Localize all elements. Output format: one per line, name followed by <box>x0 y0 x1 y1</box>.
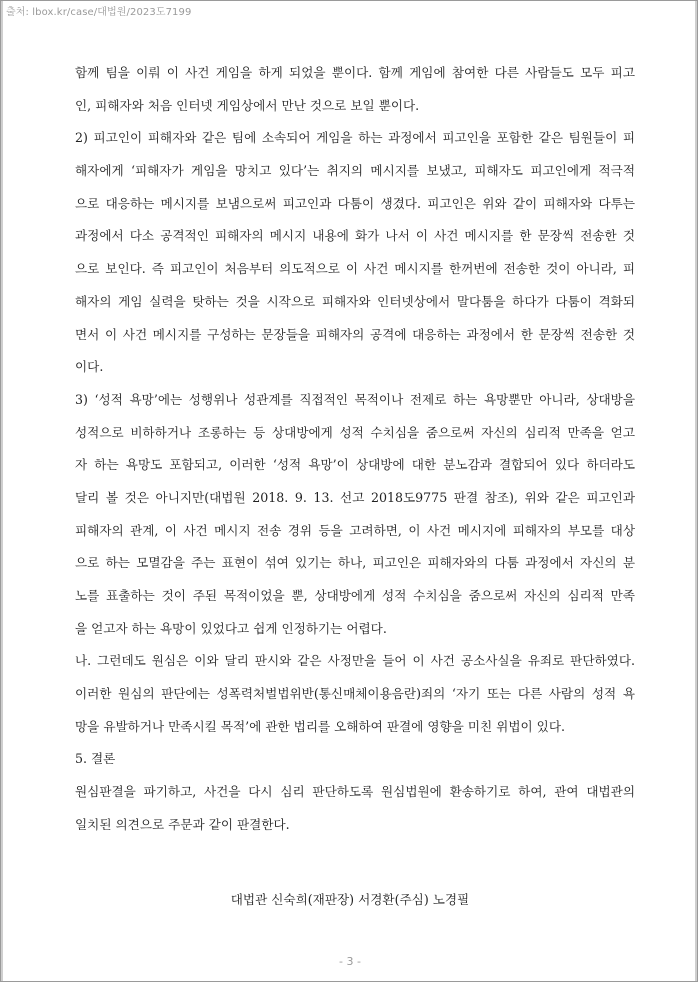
body-line: 과정에서 다소 공격적인 피해자의 메시지 내용에 화가 나서 이 사건 메시지를 한 문장씩 전송한 것 <box>75 228 635 244</box>
body-line: 면서 이 사건 메시지를 구성하는 문장들을 피해자의 공격에 대응하는 과정에서 한 문장씩 전송한 것 <box>75 326 635 342</box>
body-line: 원심판결을 파기하고, 사건을 다시 심리 판단하도록 원심법원에 환송하기로 하여, 관여 대법관의 <box>75 784 635 800</box>
body-line: 해자의 게임 실력을 탓하는 것을 시작으로 피해자와 인터넷상에서 말다툼을 하다가 다툼이 격화되 <box>75 293 635 309</box>
body-line: 나. 그런데도 원심은 이와 달리 판시와 같은 사정만을 들어 이 사건 공소사실을 유죄로 판단하였다. <box>75 653 635 669</box>
body-line: 으로 대응하는 메시지를 보냄으로써 피고인과 다툼이 생겼다. 피고인은 위와 같이 피해자와 다투는 <box>75 195 635 211</box>
body-line: 을 얻고자 하는 욕망이 있었다고 쉽게 인정하기는 어렵다. <box>75 620 387 636</box>
body-line: 성적으로 비하하거나 조롱하는 등 상대방에게 성적 수치심을 줌으로써 자신의 심리적 만족을 얻고 <box>75 424 635 440</box>
section-heading: 5. 결론 <box>75 751 116 767</box>
body-line: 망을 유발하거나 만족시킬 목적’에 관한 법리를 오해하여 판결에 영향을 미친 위법이 있다. <box>75 718 566 734</box>
document-body <box>75 62 635 847</box>
body-line: 피해자의 관계, 이 사건 메시지 전송 경위 등을 고려하면, 이 사건 메시지에 피해자의 부모를 대상 <box>75 522 635 538</box>
body-line: 이러한 원심의 판단에는 성폭력처벌법위반(통신매체이용음란)죄의 ‘자기 또는 다른 사람의 성적 욕 <box>75 686 635 702</box>
body-line: 이다. <box>75 359 104 375</box>
body-line: 함께 팀을 이뤄 이 사건 게임을 하게 되었을 뿐이다. 함께 게임에 참여한 다른 사람들도 모두 피고 <box>75 65 635 80</box>
body-line: 노를 표출하는 것이 주된 목적이었을 뿐, 상대방에게 성적 수치심을 줌으로써 자신의 심리적 만족 <box>75 588 635 603</box>
body-line: 자 하는 욕망도 포함되고, 이러한 ‘성적 욕망’이 상대방에 대한 분노감과 결합되어 있다 하더라도 <box>75 457 635 473</box>
body-line: 2) 피고인이 피해자와 같은 팀에 소속되어 게임을 하는 과정에서 피고인을 포함한 같은 팀원들이 피 <box>75 130 635 146</box>
body-line: 일치된 의견으로 주문과 같이 판결한다. <box>75 816 290 832</box>
body-line: 3) ‘성적 욕망’에는 성행위나 성관계를 직접적인 목적이나 전제로 하는 욕망뿐만 아니라, 상대방을 <box>75 391 635 407</box>
source-url: 출처: lbox.kr/case/대법원/2023도7199 <box>6 7 192 18</box>
body-line: 달리 볼 것은 아니지만(대법원 2018. 9. 13. 선고 2018도9775 판결 참조), 위와 같은 피고인과 <box>75 489 635 505</box>
body-line: 인, 피해자와 처음 인터넷 게임상에서 만난 것으로 보일 뿐이다. <box>75 97 420 113</box>
justices-signature: 대법관 신숙희(재판장) 서경환(주심) 노경필 <box>230 892 470 907</box>
body-line: 으로 하는 모멸감을 주는 표현이 섞여 있기는 하나, 피고인은 피해자와의 다툼 과정에서 자신의 분 <box>75 555 635 571</box>
body-line: 해자에게 ‘피해자가 게임을 망치고 있다’는 취지의 메시지를 보냈고, 피해자도 피고인에게 적극적 <box>75 163 635 179</box>
body-line: 으로 보인다. 즉 피고인이 처음부터 의도적으로 이 사건 메시지를 한꺼번에 전송한 것이 아니라, 피 <box>75 261 635 277</box>
page-number: - 3 - <box>339 955 361 968</box>
